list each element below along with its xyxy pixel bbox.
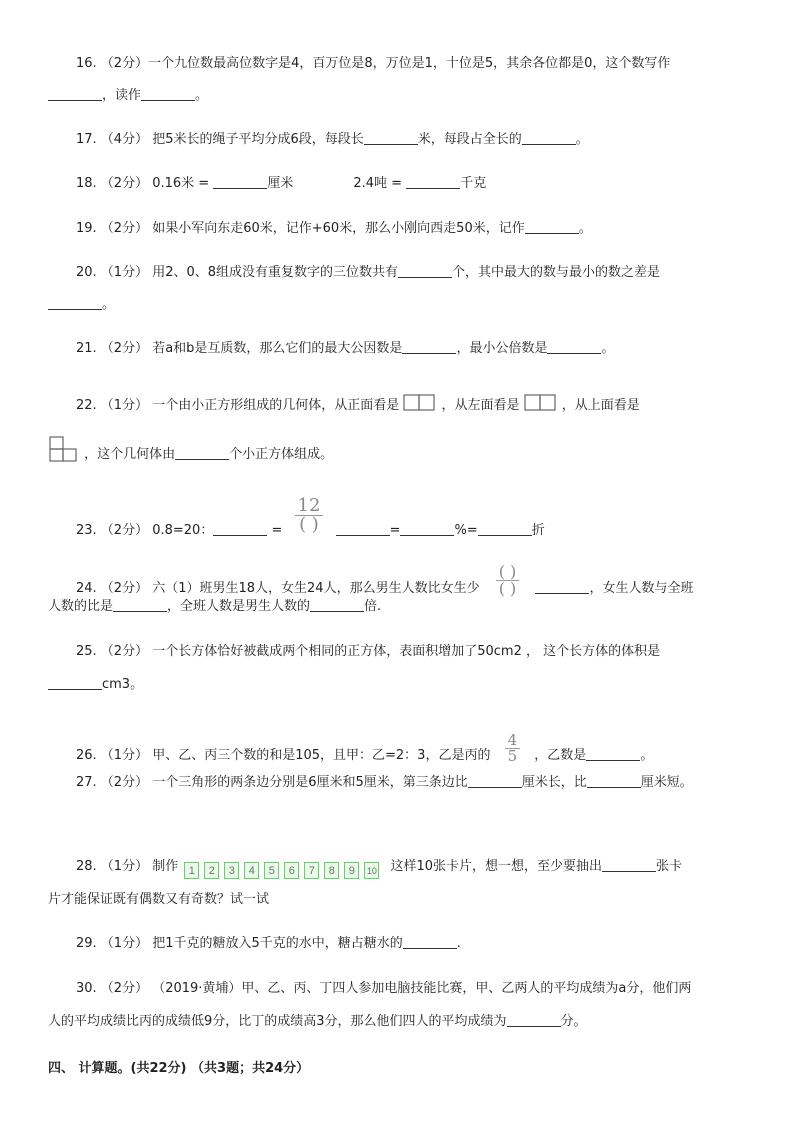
- q16-text: 16. （2分）一个九位数最高位数字是4，百万位是8，万位是1，十位是5，其余各位都是0，这个数写作: [76, 56, 671, 71]
- q30-text-3: 分。: [560, 1014, 587, 1029]
- q25-text-2: cm3。: [102, 677, 144, 692]
- answer-blank[interactable]: [48, 295, 102, 310]
- question-28-line2: [48, 890, 746, 910]
- question-20-line2: [48, 295, 746, 315]
- answer-blank[interactable]: [468, 773, 522, 788]
- question-19: [48, 219, 746, 239]
- answer-blank[interactable]: [522, 130, 576, 145]
- answer-blank[interactable]: [213, 521, 267, 536]
- q30-text-2: 人的平均成绩比丙的成绩低9分，比丁的成绩高3分，那么他们四人的平均成绩为: [48, 1014, 507, 1029]
- fraction-denominator: ( ): [498, 579, 517, 598]
- fraction-denominator: ( ): [299, 514, 319, 535]
- q28-text-4: 片才能保证既有偶数又有奇数？试一试: [48, 892, 270, 907]
- q19-text: 19. （2分） 如果小军向东走60米，记作+60米，那么小刚向西走50米，记作: [76, 221, 525, 236]
- question-23: [48, 497, 746, 541]
- q22-text-4: ，这个几何体由: [84, 447, 176, 462]
- q23-text-4: %=: [454, 523, 478, 538]
- question-20: [48, 263, 746, 283]
- q21-text-3: 。: [601, 341, 615, 356]
- number-card: 2: [204, 862, 219, 879]
- q23-text-5: 折: [531, 523, 545, 538]
- q23-text-3: =: [389, 523, 401, 538]
- q24-text-2: ，女生人数与全班: [589, 581, 694, 596]
- q18-text-3: 2.4吨 =: [353, 176, 407, 191]
- q27-text-2: 厘米长，比: [521, 775, 587, 790]
- q24-text-5: 倍.: [364, 599, 382, 614]
- answer-blank[interactable]: [547, 339, 601, 354]
- question-25: [48, 642, 746, 662]
- answer-blank[interactable]: [336, 521, 390, 536]
- answer-blank[interactable]: [213, 174, 267, 189]
- number-card: 10: [364, 862, 379, 879]
- q24-text-3: 人数的比是: [48, 599, 114, 614]
- answer-blank[interactable]: [507, 1012, 561, 1027]
- section-heading: 四、 计算题。(共22分) （共3题；共24分）: [48, 1061, 310, 1076]
- number-card: 4: [244, 862, 259, 879]
- q22-text-5: 个小正方体组成。: [229, 447, 334, 462]
- q16-text-2: ，读作: [102, 88, 142, 103]
- question-27: [48, 773, 746, 793]
- answer-blank[interactable]: [400, 521, 454, 536]
- q18-text: 18. （2分） 0.16米 =: [76, 176, 214, 191]
- question-16-line2: [48, 86, 746, 106]
- question-18: [48, 174, 746, 194]
- question-30: [48, 979, 746, 999]
- answer-blank[interactable]: [403, 934, 457, 949]
- answer-blank[interactable]: [113, 597, 167, 612]
- q22-text-2: ，从左面看是: [441, 398, 520, 413]
- number-card: 5: [264, 862, 279, 879]
- answer-blank[interactable]: [525, 219, 579, 234]
- number-card: 3: [224, 862, 239, 879]
- q21-text: 21. （2分） 若a和b是互质数，那么它们的最大公因数是: [76, 341, 403, 356]
- question-30-line2: [48, 1012, 746, 1032]
- fraction-numerator: 12: [295, 497, 324, 516]
- q18-text-4: 千克: [460, 176, 487, 191]
- q28-text: 28. （1分） 制作: [76, 859, 179, 874]
- question-22-line2: [48, 436, 746, 465]
- q25-text: 25. （2分） 一个长方体恰好被截成两个相同的正方体，表面积增加了50cm2 ， 这个长方体的体积是: [76, 644, 661, 659]
- answer-blank[interactable]: [586, 746, 640, 761]
- answer-blank[interactable]: [478, 521, 532, 536]
- question-29: [48, 934, 746, 954]
- answer-blank[interactable]: [406, 174, 460, 189]
- q20-text: 20. （1分） 用2、0、8组成没有重复数字的三位数共有: [76, 265, 399, 280]
- fraction-numerator: ( ): [496, 564, 520, 581]
- fraction-numerator: 4: [505, 733, 521, 749]
- answer-blank[interactable]: [398, 263, 452, 278]
- answer-blank[interactable]: [141, 86, 195, 101]
- q26-text-3: 。: [640, 748, 654, 763]
- question-22: [48, 394, 746, 416]
- q29-text-2: .: [456, 936, 461, 951]
- number-cards: [184, 861, 384, 881]
- q26-text-2: ，乙数是: [534, 748, 587, 763]
- q20-text-2: 个，其中最大的数与最小的数之差是: [452, 265, 661, 280]
- q17-text-3: 。: [575, 132, 589, 147]
- q29-text: 29. （1分） 把1千克的糖放入5千克的水中，糖占糖水的: [76, 936, 403, 951]
- answer-blank[interactable]: [48, 675, 102, 690]
- number-card: 8: [324, 862, 339, 879]
- q23-text-2: =: [267, 523, 287, 538]
- fraction-blank-over-blank: [496, 564, 520, 597]
- q24-text: 24. （2分） 六（1）班男生18人，女生24人，那么男生人数比女生少: [76, 581, 480, 596]
- question-25-line2: [48, 675, 746, 695]
- question-26: [48, 733, 746, 766]
- answer-blank[interactable]: [175, 445, 229, 460]
- answer-blank[interactable]: [310, 597, 364, 612]
- top-view-figure: [48, 436, 80, 464]
- q27-text: 27. （2分） 一个三角形的两条边分别是6厘米和5厘米，第三条边比: [76, 775, 468, 790]
- q23-text: 23. （2分） 0.8=20：: [76, 523, 214, 538]
- q28-text-2: 这样10张卡片，想一想，至少要抽出: [390, 859, 603, 874]
- question-28: [48, 857, 746, 881]
- answer-blank[interactable]: [402, 339, 456, 354]
- question-21: [48, 339, 746, 359]
- q17-text: 17. （4分） 把5米长的绳子平均分成6段，每段长: [76, 132, 364, 147]
- number-card: 9: [344, 862, 359, 879]
- q17-text-2: 米，每段占全长的: [417, 132, 522, 147]
- q27-text-3: 厘米短。: [640, 775, 693, 790]
- fraction-denominator: 5: [507, 747, 518, 765]
- question-24-line2: [48, 597, 746, 617]
- answer-blank[interactable]: [602, 857, 656, 872]
- answer-blank[interactable]: [48, 86, 102, 101]
- answer-blank[interactable]: [535, 579, 589, 594]
- question-16: [48, 54, 746, 74]
- answer-blank[interactable]: [587, 773, 641, 788]
- q21-text-2: ，最小公倍数是: [456, 341, 548, 356]
- q22-text-3: ，从上面看是: [561, 398, 640, 413]
- q28-text-3: 张卡: [656, 859, 683, 874]
- q22-text: 22. （1分） 一个由小正方形组成的几何体，从正面看是: [76, 398, 400, 413]
- question-17: [48, 130, 746, 150]
- number-card: 7: [304, 862, 319, 879]
- q26-text: 26. （1分） 甲、乙、丙三个数的和是105，且甲：乙=2：3，乙是丙的: [76, 748, 491, 763]
- q16-text-3: 。: [195, 88, 209, 103]
- fraction-12-over-blank: [295, 497, 324, 534]
- fraction-4-5: [505, 733, 521, 764]
- number-card: 6: [284, 862, 299, 879]
- q24-text-4: ，全班人数是男生人数的: [167, 599, 311, 614]
- answer-blank[interactable]: [364, 130, 418, 145]
- q20-text-3: 。: [102, 297, 116, 312]
- left-view-figure: [524, 394, 558, 412]
- q19-text-2: 。: [578, 221, 592, 236]
- question-24: [48, 564, 746, 599]
- q18-text-2: 厘米: [267, 176, 294, 191]
- number-card: 1: [184, 862, 199, 879]
- q30-text: 30. （2分） （2019·黄埔）甲、乙、丙、丁四人参加电脑技能比赛，甲、乙两人的平均成绩为a分，他们两: [76, 981, 692, 996]
- front-view-figure: [403, 394, 437, 412]
